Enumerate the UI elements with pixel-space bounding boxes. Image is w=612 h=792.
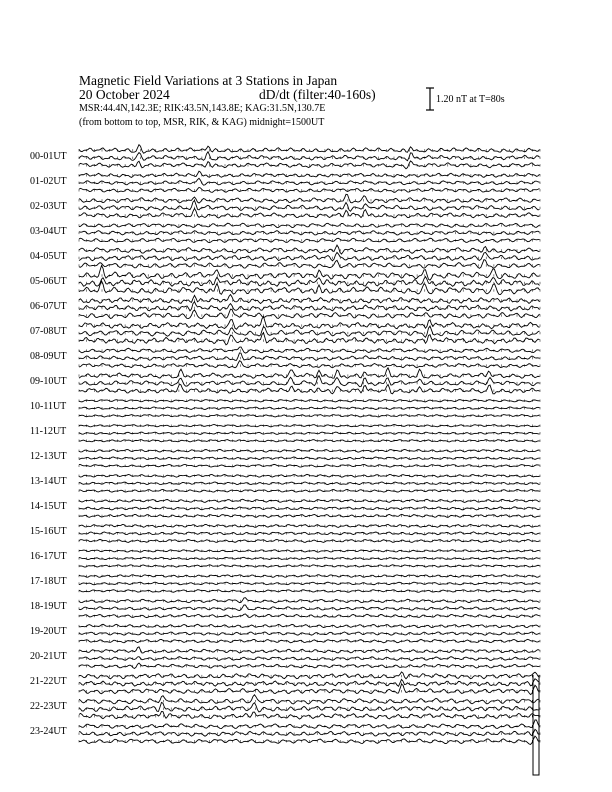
- trace-rik: [79, 152, 540, 161]
- trace-msr: [79, 333, 540, 345]
- trace-rik: [79, 326, 540, 337]
- row-label: 22-23UT: [30, 701, 67, 713]
- trace-msr: [79, 684, 540, 694]
- stations-line: MSR:44.4N,142.3E; RIK:43.5N,143.8E; KAG:31.5N,130.7E: [79, 103, 326, 114]
- trace-rik: [79, 376, 540, 387]
- row-label: 19-20UT: [30, 626, 67, 638]
- row-label: 07-08UT: [30, 325, 67, 337]
- row-label: 15-16UT: [30, 526, 67, 538]
- trace-msr: [79, 260, 540, 269]
- row-label: 06-07UT: [30, 300, 67, 312]
- trace-order-line: (from bottom to top, MSR, RIK, & KAG) midnight=1500UT: [79, 117, 325, 128]
- trace-rik: [79, 302, 540, 311]
- row-label: 18-19UT: [30, 601, 67, 613]
- chart-date: 20 October 2024: [79, 87, 170, 102]
- row-label: 13-14UT: [30, 476, 67, 488]
- trace-kag: [79, 145, 540, 153]
- row-label: 21-22UT: [30, 676, 67, 688]
- row-label: 00-01UT: [30, 150, 67, 162]
- row-label: 20-21UT: [30, 651, 67, 663]
- row-label: 09-10UT: [30, 375, 67, 387]
- chart-component: dD/dt (filter:40-160s): [259, 87, 376, 102]
- row-label: 04-05UT: [30, 250, 67, 262]
- row-label: 17-18UT: [30, 576, 67, 588]
- chart-title: Magnetic Field Variations at 3 Stations in Japan: [79, 73, 338, 88]
- trace-rik: [79, 200, 540, 211]
- trace-group: [79, 145, 540, 775]
- scale-bar: [426, 88, 434, 110]
- row-label: 03-04UT: [30, 225, 67, 237]
- row-label: 02-03UT: [30, 200, 67, 212]
- row-label: 12-13UT: [30, 451, 67, 463]
- trace-kag: [79, 295, 540, 304]
- row-label: 14-15UT: [30, 501, 67, 513]
- trace-kag: [79, 194, 540, 203]
- scale-label: 1.20 nT at T=80s: [436, 94, 505, 105]
- row-label: 08-09UT: [30, 350, 67, 362]
- row-label: 23-24UT: [30, 726, 67, 738]
- row-label: 05-06UT: [30, 275, 67, 287]
- trace-kag: [79, 317, 540, 330]
- trace-kag: [79, 266, 540, 280]
- row-label: 16-17UT: [30, 551, 67, 563]
- row-label: 11-12UT: [30, 425, 67, 437]
- trace-kag: [79, 695, 540, 704]
- trace-msr: [79, 384, 540, 394]
- row-label: 01-02UT: [30, 175, 67, 187]
- trace-rik: [79, 252, 540, 260]
- row-label: 10-11UT: [30, 400, 67, 412]
